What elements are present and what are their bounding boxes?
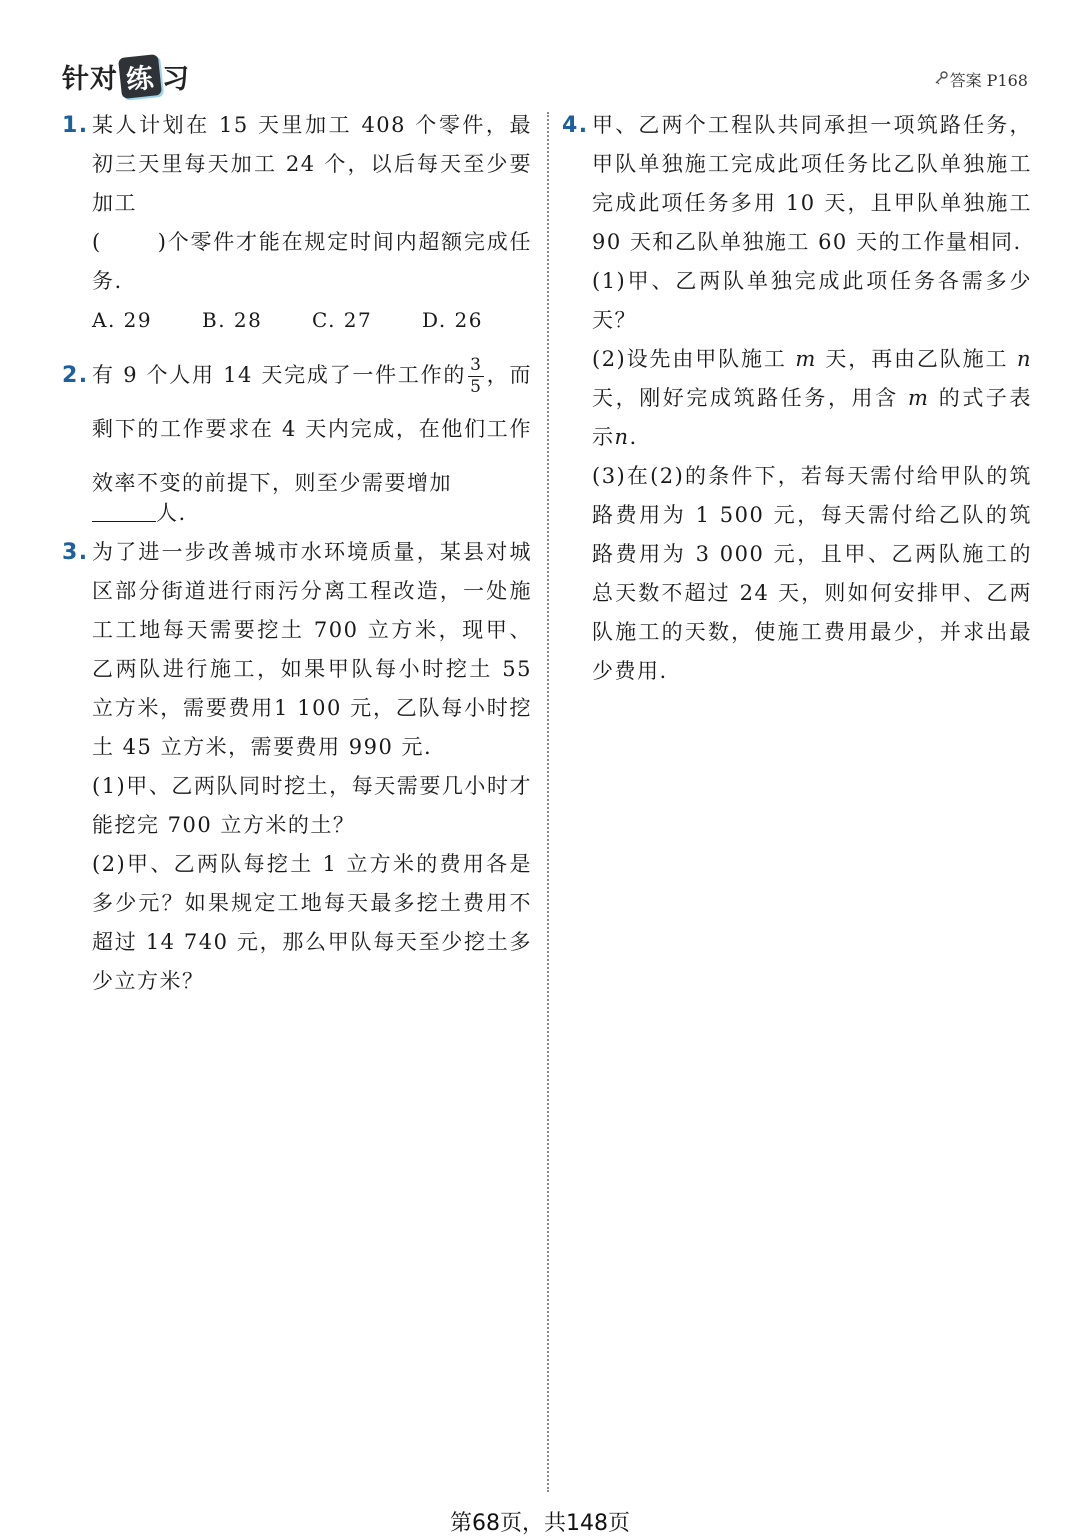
question-text bbox=[92, 106, 532, 301]
question-number: 1. bbox=[62, 113, 89, 138]
option-b[interactable]: B. 28 bbox=[202, 308, 263, 332]
question-text: 为了进一步改善城市水环境质量，某县对城区部分街道进行雨污分离工程改造，一处施工工地每天需要挖土 700 立方米，现甲、乙两队进行施工，如果甲队每小时挖土 55 立方米，需要费用1 100 元，乙队每小时挖土 45 立方米，需要费用 990 元. bbox=[92, 540, 532, 759]
variable-m: m bbox=[908, 386, 930, 410]
question-4-part-3: (3)在(2)的条件下，若每天需付给甲队的筑路费用为 1 500 元，每天需付给乙队的筑路费用为 3 000 元，且甲、乙两队施工的总天数不超过 24 天，则如何安排甲、乙两队施工的天数，使施工费用最少，并求出最少费用. bbox=[592, 464, 1032, 683]
question-4 bbox=[562, 106, 1032, 262]
right-column bbox=[562, 106, 1032, 691]
question-text-part: 的式子表示 bbox=[592, 386, 1033, 449]
question-text-part: . bbox=[629, 425, 638, 449]
answer-reference-text: 答案 P168 bbox=[949, 71, 1028, 90]
question-text-part: 有 9 个人用 14 天完成了一件工作的 bbox=[92, 363, 467, 387]
answer-reference bbox=[934, 68, 1028, 91]
question-text-part: 天，刚好完成筑路任务，用含 bbox=[592, 386, 899, 410]
answer-paren-close: ) bbox=[157, 230, 168, 254]
variable-n: n bbox=[614, 425, 630, 449]
question-4-part-2 bbox=[562, 340, 1032, 457]
header-title-part1: 针对 bbox=[62, 63, 118, 95]
option-d[interactable]: D. 26 bbox=[422, 308, 483, 332]
fraction-numerator: 3 bbox=[470, 355, 483, 375]
question-1 bbox=[62, 106, 532, 340]
question-text-part: (2)设先由甲队施工 bbox=[592, 347, 787, 371]
fraction bbox=[468, 357, 484, 396]
question-number: 2. bbox=[62, 363, 89, 388]
fraction-denominator: 5 bbox=[470, 377, 483, 397]
key-icon bbox=[934, 70, 948, 89]
question-text bbox=[92, 348, 532, 510]
question-number: 3. bbox=[62, 540, 89, 565]
variable-m: m bbox=[795, 347, 817, 371]
section-header bbox=[62, 56, 190, 96]
question-text: 甲、乙两个工程队共同承担一项筑路任务，甲队单独施工完成此项任务比乙队单独施工完成此项任务多用 10 天，且甲队单独施工 90 天和乙队单独施工 60 天的工作量相同. bbox=[592, 113, 1032, 254]
answer-paren-open: ( bbox=[92, 230, 102, 254]
question-text-part: 人. bbox=[156, 501, 187, 525]
answer-options bbox=[92, 301, 532, 340]
question-number: 4. bbox=[562, 113, 589, 138]
option-c[interactable]: C. 27 bbox=[312, 308, 373, 332]
question-2 bbox=[62, 348, 532, 533]
variable-n: n bbox=[1016, 347, 1032, 371]
page-indicator: 第68页，共148页 bbox=[450, 1511, 630, 1536]
question-text-part: 个零件才能在规定时间内超额完成任务. bbox=[92, 230, 532, 293]
fill-in-blank[interactable] bbox=[92, 499, 156, 522]
question-text-part: 某人计划在 15 天里加工 408 个零件，最初三天里每天加工 24 个，以后每天至少要加工 bbox=[92, 113, 532, 215]
option-a[interactable]: A. 29 bbox=[92, 308, 153, 332]
question-3-part-1: (1)甲、乙两队同时挖土，每天需要几小时才能挖完 700 立方米的土？ bbox=[92, 774, 532, 837]
header-title-part2: 习 bbox=[162, 63, 190, 95]
question-text-part: ，而剩下的工作要求在 4 天内完成，在他们工作效率不变的前提下，则至少需要增加 bbox=[92, 363, 532, 495]
question-4-part-1: (1)甲、乙两队单独完成此项任务各需多少天？ bbox=[592, 269, 1032, 332]
question-3 bbox=[62, 533, 532, 767]
header-title-badge: 练 bbox=[118, 54, 162, 99]
column-divider bbox=[547, 112, 549, 1492]
question-3-part-2: (2)甲、乙两队每挖土 1 立方米的费用各是多少元？如果规定工地每天最多挖土费用不超过 14 740 元，那么甲队每天至少挖土多少立方米？ bbox=[92, 852, 532, 993]
question-text-part: 天，再由乙队施工 bbox=[825, 347, 1009, 371]
left-column bbox=[62, 106, 532, 1001]
